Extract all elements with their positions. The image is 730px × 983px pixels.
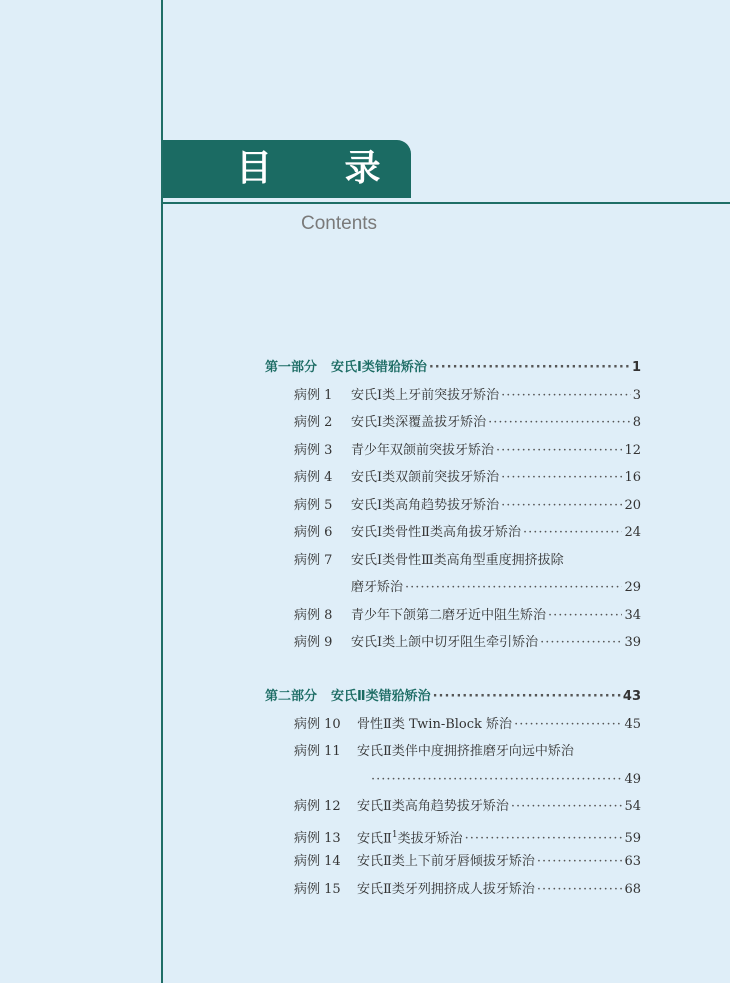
leader-dots: [501, 468, 622, 488]
toc-case-11-cont[interactable]: [371, 770, 641, 790]
leader-dots: [429, 358, 630, 378]
page-number: 63: [624, 854, 641, 869]
case-title-main: 安氏Ⅱ: [357, 831, 392, 847]
page-number: 54: [624, 799, 641, 814]
toc-case-4[interactable]: [294, 468, 641, 488]
case-number: 病例 3: [294, 443, 333, 458]
header-rule: [163, 202, 730, 204]
toc-case-7[interactable]: [294, 551, 641, 571]
toc-case-7-cont[interactable]: [351, 578, 641, 598]
case-number: 病例 15: [294, 882, 341, 897]
toc-case-11[interactable]: [294, 742, 641, 762]
page-title: 目 录: [236, 148, 411, 189]
case-number: 病例 7: [294, 553, 333, 568]
page-number: 45: [624, 717, 641, 732]
case-number: 病例 13: [294, 831, 341, 847]
case-title: 青少年下颌第二磨牙近中阻生矫治: [351, 608, 547, 623]
toc-case-6[interactable]: [294, 523, 641, 543]
case-title: 安氏Ⅰ类骨性Ⅲ类高角型重度拥挤拔除: [351, 553, 564, 568]
leader-dots: [537, 880, 623, 900]
leader-dots: [537, 852, 623, 872]
toc-case-13[interactable]: [294, 825, 641, 845]
leader-dots: [540, 633, 622, 653]
leader-dots: [488, 413, 631, 433]
case-number: 病例 10: [294, 717, 341, 732]
page-number: 1: [631, 360, 641, 375]
toc-case-14[interactable]: [294, 852, 641, 872]
case-title: 安氏Ⅱ类伴中度拥挤推磨牙向远中矫治: [357, 744, 574, 759]
part-label: 第一部分: [265, 360, 318, 375]
page-number: 29: [624, 580, 641, 595]
case-number: 病例 1: [294, 388, 333, 403]
case-title: 安氏Ⅰ类双颌前突拔牙矫治: [351, 470, 500, 485]
toc-case-3[interactable]: [294, 441, 641, 461]
case-number: 病例 5: [294, 498, 333, 513]
page-number: 24: [624, 525, 641, 540]
toc-part-2[interactable]: [265, 687, 641, 707]
page-number: 3: [632, 388, 641, 403]
case-title: 安氏Ⅰ类深覆盖拔牙矫治: [351, 415, 487, 430]
case-number: 病例 14: [294, 854, 341, 869]
part-title: 安氏Ⅰ类错𬌗矫治: [331, 360, 427, 375]
leader-dots: [501, 386, 631, 406]
case-title: [357, 825, 463, 849]
page-number: 49: [624, 772, 641, 787]
case-number: 病例 9: [294, 635, 333, 650]
toc-case-9[interactable]: [294, 633, 641, 653]
case-number: 病例 11: [294, 744, 341, 759]
toc-case-10[interactable]: [294, 715, 641, 735]
case-title: 骨性Ⅱ类 Twin-Block 矫治: [357, 717, 513, 732]
case-title: 安氏Ⅱ类高角趋势拔牙矫治: [357, 799, 509, 814]
case-title: 安氏Ⅰ类上颌中切牙阻生牵引矫治: [351, 635, 539, 650]
toc-case-12[interactable]: [294, 797, 641, 817]
case-number: 病例 12: [294, 799, 341, 814]
page-number: 12: [624, 443, 641, 458]
case-title: 青少年双颌前突拔牙矫治: [351, 443, 495, 458]
leader-dots: [405, 578, 622, 598]
leader-dots: [371, 770, 622, 790]
case-title: 安氏Ⅱ类牙列拥挤成人拔牙矫治: [357, 882, 535, 897]
case-title-continued: 磨牙矫治: [351, 580, 404, 595]
case-number: 病例 6: [294, 525, 333, 540]
page-number: 16: [624, 470, 641, 485]
case-title-rest: 类拔牙矫治: [397, 831, 463, 847]
page-number: 43: [622, 689, 641, 704]
page-number: 8: [632, 415, 641, 430]
toc-case-1[interactable]: [294, 386, 641, 406]
page-number: 20: [624, 498, 641, 513]
case-number: 病例 8: [294, 608, 333, 623]
case-title: 安氏Ⅱ类上下前牙唇倾拔牙矫治: [357, 854, 535, 869]
leader-dots: [465, 829, 623, 849]
case-title: 安氏Ⅰ类上牙前突拔牙矫治: [351, 388, 500, 403]
toc-case-8[interactable]: [294, 606, 641, 626]
part-label: 第二部分: [265, 689, 318, 704]
superscript: 1: [391, 830, 398, 840]
contents-subtitle: Contents: [301, 213, 378, 234]
case-title: 安氏Ⅰ类高角趋势拔牙矫治: [351, 498, 500, 513]
leader-dots: [511, 797, 623, 817]
case-number: 病例 2: [294, 415, 333, 430]
case-title: 安氏Ⅰ类骨性Ⅱ类高角拔牙矫治: [351, 525, 521, 540]
leader-dots: [523, 523, 622, 543]
page-number: 34: [624, 608, 641, 623]
leader-dots: [501, 496, 622, 516]
toc-part-1[interactable]: [265, 358, 641, 378]
page-number: 59: [624, 831, 641, 847]
leader-dots: [514, 715, 622, 735]
page-number: 68: [624, 882, 641, 897]
part-title: 安氏Ⅱ类错𬌗矫治: [331, 689, 431, 704]
toc-case-2[interactable]: [294, 413, 641, 433]
toc-case-5[interactable]: [294, 496, 641, 516]
toc-case-15[interactable]: [294, 880, 641, 900]
leader-dots: [433, 687, 621, 707]
leader-dots: [548, 606, 622, 626]
case-number: 病例 4: [294, 470, 333, 485]
leader-dots: [496, 441, 622, 461]
page-number: 39: [624, 635, 641, 650]
